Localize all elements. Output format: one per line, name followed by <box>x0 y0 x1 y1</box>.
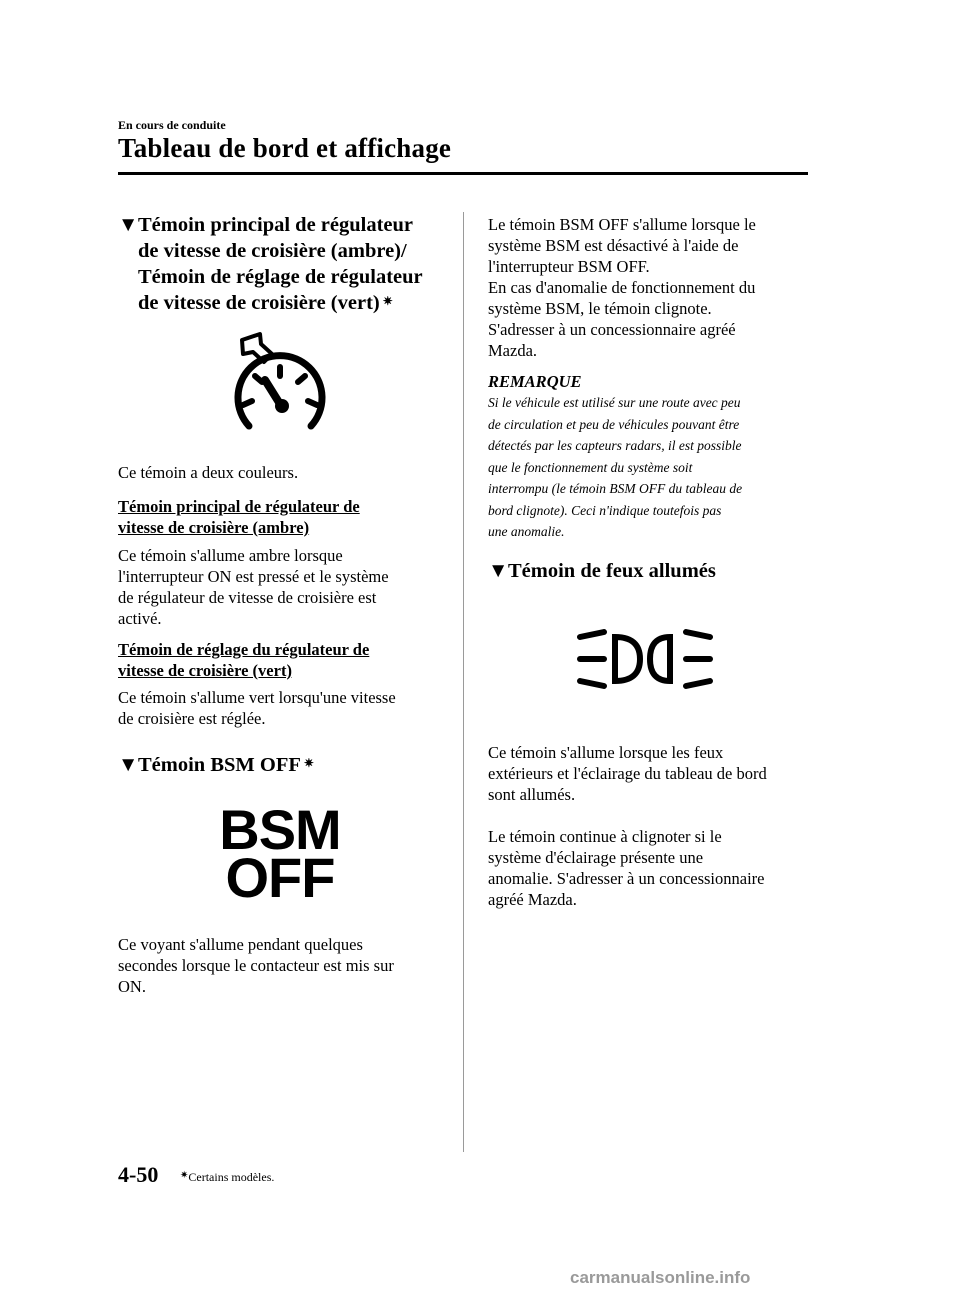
heading-line: Témoin principal de régulateur <box>138 214 414 236</box>
text-line: activé. <box>118 609 162 628</box>
text-line: Ce témoin s'allume lorsque les feux <box>488 743 724 762</box>
bsm-text <box>118 934 394 997</box>
heading-line: de vitesse de croisière (vert) <box>138 292 380 314</box>
green-subheading <box>118 639 369 681</box>
heading-line: de vitesse de croisière (ambre)/ <box>138 240 407 262</box>
triangle-bullet-icon: ▼ <box>488 560 509 582</box>
text-line: ON. <box>118 977 146 996</box>
note-line: bord clignote). Ceci n'indique toutefois pas <box>488 502 722 518</box>
text-line: Ce témoin s'allume vert lorsqu'une vitesse <box>118 688 396 707</box>
text-line: l'interrupteur ON est pressé et le système <box>118 567 389 586</box>
amber-text <box>118 545 389 629</box>
heading-line: Témoin BSM OFF <box>138 754 301 776</box>
text-line: En cas d'anomalie de fonctionnement du <box>488 278 756 297</box>
footnote-text: Certains modèles. <box>188 1170 275 1184</box>
subheading-line: Témoin principal de régulateur de <box>118 497 360 516</box>
footnote <box>180 1170 274 1185</box>
headlight-indicator-icon <box>570 625 720 695</box>
lights-text-2 <box>488 826 765 910</box>
note-line: détectés par les capteurs radars, il est possible <box>488 438 742 453</box>
subheading-line: vitesse de croisière (vert) <box>118 661 292 680</box>
heading-line: Témoin de feux allumés <box>508 560 716 582</box>
note-line: interrompu (le témoin BSM OFF du tableau de <box>488 481 743 496</box>
text-line: système d'éclairage présente une <box>488 848 704 867</box>
section-heading-lights <box>488 558 716 584</box>
asterisk-icon: ✷ <box>303 756 314 770</box>
chapter-title: Tableau de bord et affichage <box>118 133 452 163</box>
text-line: système BSM, le témoin clignote. <box>488 299 712 318</box>
watermark: carmanualsonline.info <box>570 1268 751 1287</box>
bsm-icon-line: BSM <box>219 798 341 861</box>
text-line: Ce témoin s'allume ambre lorsque <box>118 546 343 565</box>
text-line: sont allumés. <box>488 785 576 804</box>
note-line: Si le véhicule est utilisé sur une route avec peu <box>488 395 741 410</box>
breadcrumb: En cours de conduite <box>118 118 226 132</box>
note-line: de circulation et peu de véhicules pouvant être <box>488 416 740 432</box>
text-line: Le témoin BSM OFF s'allume lorsque le <box>488 215 756 234</box>
note-line: que le fonctionnement du système soit <box>488 459 693 475</box>
text-line: de croisière est réglée. <box>118 709 266 728</box>
text-line: agréé Mazda. <box>488 890 577 909</box>
amber-subheading <box>118 496 360 538</box>
asterisk-icon: ✷ <box>382 294 393 308</box>
cruise-intro: Ce témoin a deux couleurs. <box>118 463 299 482</box>
text-line: S'adresser à un concessionnaire agréé <box>488 320 736 339</box>
subheading-line: vitesse de croisière (ambre) <box>118 518 310 537</box>
cruise-control-speedometer-icon <box>230 330 330 440</box>
text-line: anomalie. S'adresser à un concessionnaire <box>488 869 765 888</box>
lights-text-1 <box>488 742 767 805</box>
section-heading-cruise <box>118 212 458 316</box>
text-line: de régulateur de vitesse de croisière est <box>118 588 377 607</box>
green-text <box>118 687 396 729</box>
triangle-bullet-icon: ▼ <box>118 754 139 776</box>
bsm-continued-text <box>488 214 756 361</box>
text-line: extérieurs et l'éclairage du tableau de bord <box>488 764 767 783</box>
text-line: l'interrupteur BSM OFF. <box>488 257 650 276</box>
text-line: secondes lorsque le contacteur est mis sur <box>118 956 394 975</box>
text-line: système BSM est désactivé à l'aide de <box>488 236 739 255</box>
header-rule <box>118 172 808 175</box>
section-heading-bsm <box>118 752 314 778</box>
subheading-line: Témoin de réglage du régulateur de <box>118 640 370 659</box>
triangle-bullet-icon: ▼ <box>118 214 139 236</box>
column-divider <box>463 212 464 1152</box>
bsm-off-icon <box>200 798 360 909</box>
bsm-icon-line: OFF <box>225 846 335 909</box>
page-number: 4-50 <box>118 1162 159 1187</box>
asterisk-icon: ✷ <box>180 1170 189 1181</box>
note-title: REMARQUE <box>488 372 582 391</box>
text-line: Le témoin continue à clignoter si le <box>488 827 722 846</box>
text-line: Ce voyant s'allume pendant quelques <box>118 935 363 954</box>
note-text <box>488 392 742 543</box>
note-line: une anomalie. <box>488 524 565 539</box>
text-line: Mazda. <box>488 341 538 360</box>
heading-line: Témoin de réglage de régulateur <box>138 266 423 288</box>
